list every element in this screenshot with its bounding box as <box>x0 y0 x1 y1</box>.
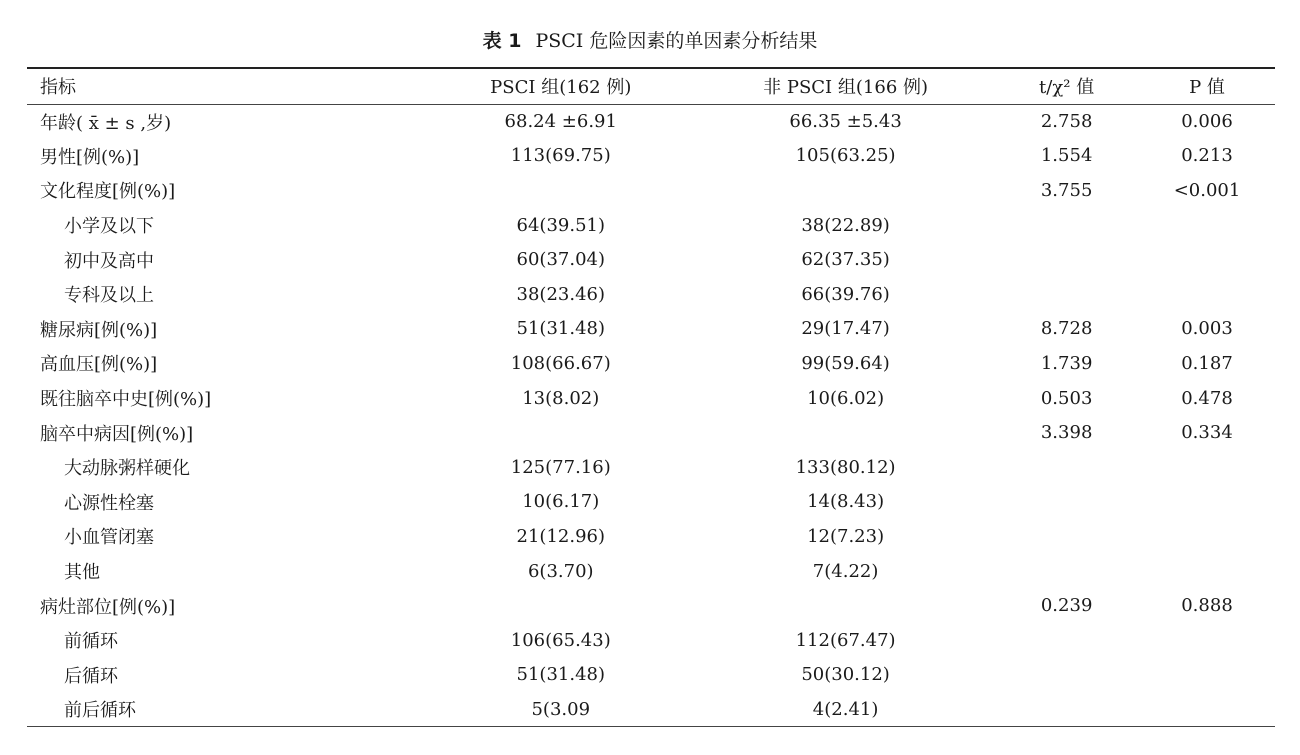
p-value <box>1139 485 1275 520</box>
test-statistic: 1.739 <box>1040 352 1093 374</box>
table-row <box>27 277 1275 312</box>
non-psci-value: 62(37.35) <box>801 249 890 271</box>
psci-value: 113(69.75) <box>510 145 611 167</box>
test-statistic: 8.728 <box>1040 318 1093 340</box>
table-row <box>27 519 1275 554</box>
table-row <box>27 554 1275 589</box>
non-psci-value: 38(22.89) <box>801 214 890 236</box>
p-value: 0.334 <box>1181 422 1233 444</box>
table-row <box>27 623 1275 658</box>
table-row <box>27 485 1275 520</box>
non-psci-value: 14(8.43) <box>807 491 885 513</box>
p-value: 0.888 <box>1181 595 1233 617</box>
row-label: 高血压[例(%)] <box>40 354 158 376</box>
p-value <box>1139 450 1275 485</box>
non-psci-value: 50(30.12) <box>801 664 890 686</box>
row-label: 既往脑卒中史[例(%)] <box>40 389 212 411</box>
p-value: 0.478 <box>1181 387 1233 409</box>
row-label: 心源性栓塞 <box>64 492 154 514</box>
risk-factor-table <box>27 67 1275 727</box>
row-label: 其他 <box>64 562 100 584</box>
non-psci-value: 29(17.47) <box>801 318 890 340</box>
psci-value: 10(6.17) <box>522 491 600 513</box>
table-row <box>27 450 1275 485</box>
psci-value: 106(65.43) <box>510 629 611 651</box>
header-non-psci-group: 非 PSCI 组(166 例) <box>697 68 994 104</box>
table-row <box>27 346 1275 381</box>
psci-value: 21(12.96) <box>516 525 605 547</box>
test-statistic <box>994 485 1139 520</box>
row-label: 脑卒中病因[例(%)] <box>40 423 194 445</box>
psci-value: 60(37.04) <box>516 249 605 271</box>
psci-value: 68.24 ±6.91 <box>504 111 617 133</box>
p-value: 0.213 <box>1181 145 1233 167</box>
non-psci-value: 133(80.12) <box>795 456 896 478</box>
p-value <box>1139 554 1275 589</box>
row-label: 小学及以下 <box>64 216 154 238</box>
psci-value <box>425 173 697 208</box>
psci-value: 108(66.67) <box>510 352 611 374</box>
test-statistic: 2.758 <box>1040 111 1093 133</box>
p-value: <0.001 <box>1173 179 1241 201</box>
psci-value <box>425 588 697 623</box>
table-row <box>27 588 1275 623</box>
psci-value: 38(23.46) <box>516 283 605 305</box>
test-statistic: 3.398 <box>1040 422 1093 444</box>
table-row <box>27 104 1275 139</box>
table-row <box>27 139 1275 174</box>
psci-value: 5(3.09 <box>425 692 697 727</box>
test-statistic <box>994 277 1139 312</box>
table-row <box>27 242 1275 277</box>
psci-value: 64(39.51) <box>516 214 605 236</box>
table-caption <box>0 26 1300 53</box>
test-statistic: 0.239 <box>1040 595 1093 617</box>
row-label: 男性[例(%)] <box>40 146 140 168</box>
psci-value: 13(8.02) <box>522 387 600 409</box>
test-statistic <box>994 519 1139 554</box>
row-label: 初中及高中 <box>64 250 154 272</box>
test-statistic <box>994 658 1139 693</box>
table-header-row <box>27 68 1275 104</box>
table-row <box>27 208 1275 243</box>
test-statistic <box>994 208 1139 243</box>
psci-value: 125(77.16) <box>510 456 611 478</box>
test-statistic <box>994 242 1139 277</box>
table-row <box>27 415 1275 450</box>
test-statistic <box>994 692 1139 727</box>
psci-value: 51(31.48) <box>516 664 605 686</box>
non-psci-value: 112(67.47) <box>795 629 896 651</box>
p-value: 0.003 <box>1181 318 1233 340</box>
header-psci-group: PSCI 组(162 例) <box>425 68 697 104</box>
row-label: 糖尿病[例(%)] <box>40 319 158 341</box>
p-value <box>1139 519 1275 554</box>
row-label: 年龄( x̄ ± s ,岁) <box>40 112 172 134</box>
row-label: 前后循环 <box>27 692 425 727</box>
test-statistic <box>994 450 1139 485</box>
non-psci-value: 4(2.41) <box>697 692 994 727</box>
test-statistic: 3.755 <box>1040 179 1093 201</box>
p-value <box>1139 692 1275 727</box>
test-statistic <box>994 554 1139 589</box>
table-row <box>27 658 1275 693</box>
header-p-value: P 值 <box>1139 68 1275 104</box>
header-test-statistic: t/χ² 值 <box>994 68 1139 104</box>
non-psci-value: 105(63.25) <box>795 145 896 167</box>
non-psci-value: 12(7.23) <box>807 525 885 547</box>
p-value: 0.006 <box>1181 111 1233 133</box>
table-body <box>27 104 1275 727</box>
row-label: 前循环 <box>64 631 118 653</box>
test-statistic: 1.554 <box>1040 145 1093 167</box>
non-psci-value <box>697 415 994 450</box>
table-row <box>27 312 1275 347</box>
p-value <box>1139 658 1275 693</box>
psci-value: 6(3.70) <box>527 560 594 582</box>
row-label: 大动脉粥样硬化 <box>64 458 190 480</box>
non-psci-value: 7(4.22) <box>812 560 879 582</box>
header-indicator: 指标 <box>27 68 425 104</box>
non-psci-value: 99(59.64) <box>801 352 890 374</box>
test-statistic: 0.503 <box>1040 387 1093 409</box>
row-label: 文化程度[例(%)] <box>40 181 176 203</box>
table-title: PSCI 危险因素的单因素分析结果 <box>535 30 818 52</box>
table-number: 表 1 <box>482 30 522 52</box>
test-statistic <box>994 623 1139 658</box>
p-value <box>1139 277 1275 312</box>
table-row <box>27 173 1275 208</box>
row-label: 专科及以上 <box>64 285 154 307</box>
row-label: 小血管闭塞 <box>64 527 154 549</box>
table-row <box>27 381 1275 416</box>
p-value: 0.187 <box>1181 352 1233 374</box>
non-psci-value: 66(39.76) <box>801 283 890 305</box>
table-row <box>27 692 1275 727</box>
non-psci-value <box>697 588 994 623</box>
p-value <box>1139 242 1275 277</box>
non-psci-value: 66.35 ±5.43 <box>789 111 902 133</box>
non-psci-value <box>697 173 994 208</box>
row-label: 后循环 <box>64 665 118 687</box>
p-value <box>1139 623 1275 658</box>
psci-value <box>425 415 697 450</box>
psci-value: 51(31.48) <box>516 318 605 340</box>
p-value <box>1139 208 1275 243</box>
row-label: 病灶部位[例(%)] <box>40 596 176 618</box>
non-psci-value: 10(6.02) <box>807 387 885 409</box>
